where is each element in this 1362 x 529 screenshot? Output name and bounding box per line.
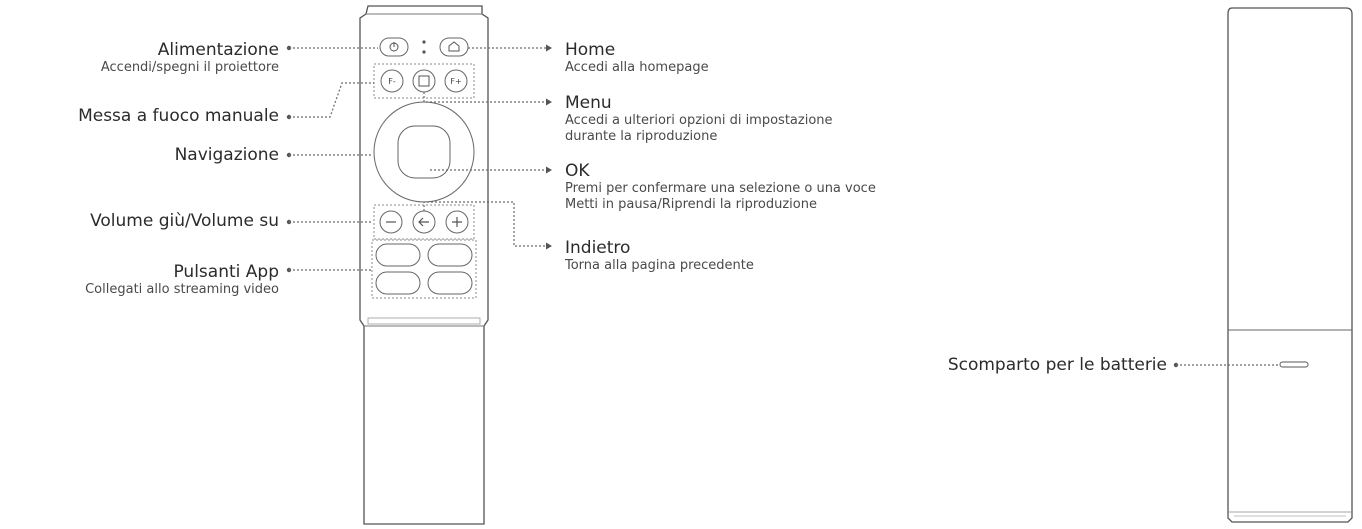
label-navigation-title: Navigazione [174, 145, 279, 165]
app-button-2[interactable] [428, 244, 472, 266]
indicator-led [422, 40, 425, 43]
label-volume-title: Volume giù/Volume su [90, 211, 279, 231]
label-focus [78, 106, 279, 126]
label-volume [90, 211, 279, 231]
label-home [565, 40, 709, 76]
app-button-1[interactable] [376, 244, 420, 266]
label-back-title: Indietro [565, 238, 631, 258]
label-home-desc: Accedi alla homepage [565, 60, 709, 75]
app-button-3[interactable] [376, 272, 420, 294]
label-battery [948, 355, 1167, 375]
home-button[interactable] [440, 38, 468, 56]
remote-back [1228, 8, 1352, 522]
label-power-desc: Accendi/spegni il proiettore [100, 60, 279, 75]
label-ok-desc1: Premi per confermare una selezione o una voce [565, 181, 876, 196]
app-button-4[interactable] [428, 272, 472, 294]
label-ok [565, 161, 876, 213]
label-menu [565, 93, 833, 145]
label-focus-title: Messa a fuoco manuale [78, 106, 279, 126]
label-apps-title: Pulsanti App [173, 262, 279, 282]
battery-latch[interactable] [1280, 362, 1308, 367]
label-apps-desc: Collegati allo streaming video [85, 282, 279, 297]
label-power [101, 40, 279, 76]
label-apps [85, 262, 279, 298]
indicator-mic [422, 50, 425, 53]
label-ok-title: OK [565, 161, 590, 181]
label-menu-desc1: Accedi a ulteriori opzioni di impostazione [565, 113, 833, 128]
focus-plus-label: F+ [450, 77, 462, 86]
label-menu-title: Menu [565, 93, 612, 113]
label-battery-title: Scomparto per le batterie [947, 355, 1167, 375]
label-ok-desc2: Metti in pausa/Riprendi la riproduzione [565, 197, 817, 212]
label-back [565, 238, 754, 274]
label-navigation [175, 145, 279, 165]
label-menu-desc2: durante la riproduzione [565, 129, 718, 144]
menu-button[interactable] [413, 70, 435, 92]
label-home-title: Home [565, 40, 616, 60]
label-power-title: Alimentazione [157, 40, 279, 60]
remote-front [360, 6, 488, 524]
focus-minus-label: F- [388, 77, 396, 86]
label-back-desc: Torna alla pagina precedente [565, 258, 754, 273]
